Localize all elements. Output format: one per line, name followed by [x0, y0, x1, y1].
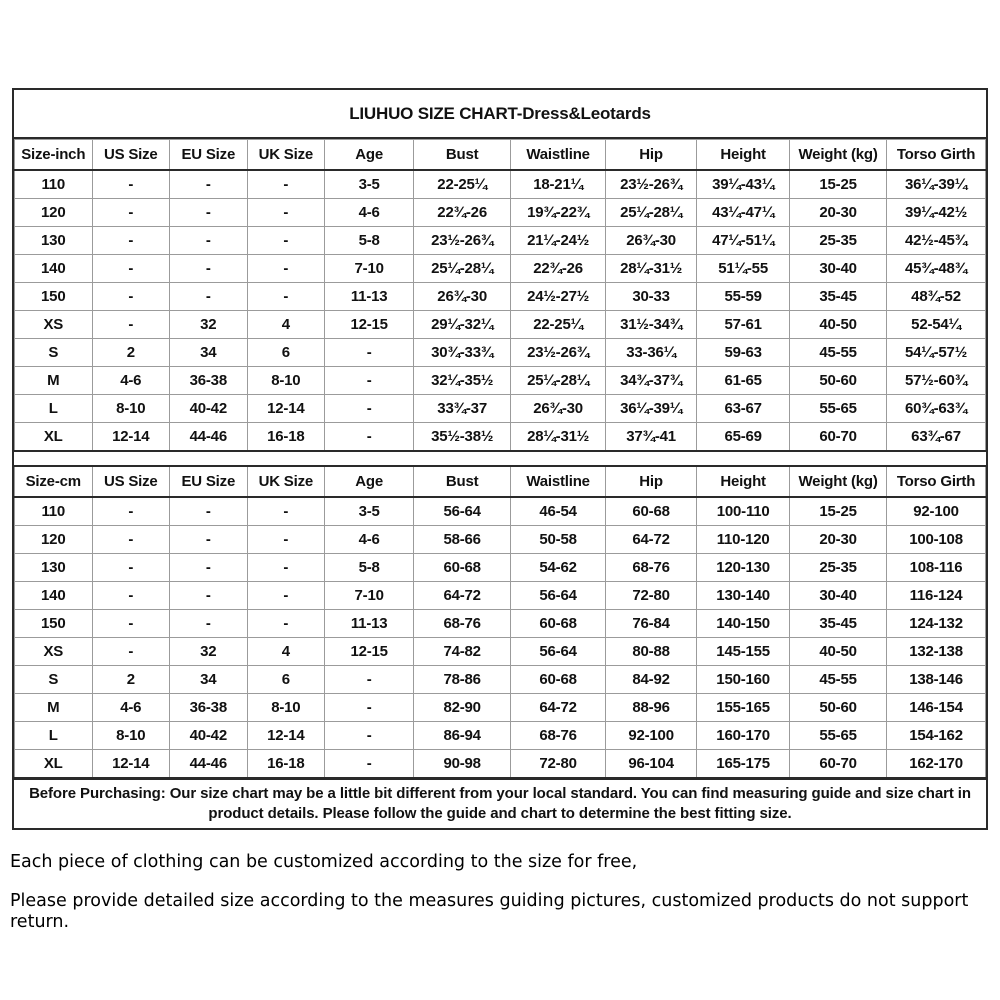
table-row [15, 666, 986, 694]
table-cell: 140 [15, 255, 93, 283]
table-cell: 45-55 [790, 666, 887, 694]
table-cell: 3-5 [325, 170, 414, 199]
table-cell: 40-50 [790, 311, 887, 339]
table-cell: XS [15, 638, 93, 666]
column-header: Torso Girth [887, 466, 986, 497]
table-cell: L [15, 395, 93, 423]
table-cell: 24½-27½ [511, 283, 606, 311]
table-gap [14, 452, 986, 465]
table-cell: 22¾-26 [511, 255, 606, 283]
table-cell: - [247, 554, 325, 582]
table-cell: 4-6 [92, 367, 170, 395]
table-cell: 40-42 [170, 395, 248, 423]
table-cell: 160-170 [697, 722, 790, 750]
column-header: UK Size [247, 466, 325, 497]
table-cell: - [170, 227, 248, 255]
table-cell: 4-6 [325, 199, 414, 227]
table-cell: 32¼-35½ [414, 367, 511, 395]
table-cell: 50-60 [790, 694, 887, 722]
table-cell: - [92, 170, 170, 199]
table-cell: 65-69 [697, 423, 790, 452]
table-cell: 51¼-55 [697, 255, 790, 283]
table-cell: 72-80 [606, 582, 697, 610]
table-row [15, 367, 986, 395]
table-cell: - [92, 582, 170, 610]
table-cell: - [247, 227, 325, 255]
column-header: Size-cm [15, 466, 93, 497]
table-cell: S [15, 666, 93, 694]
table-cell: 34¾-37¾ [606, 367, 697, 395]
table-cell: 110-120 [697, 526, 790, 554]
table-cell: - [170, 610, 248, 638]
table-cell: 165-175 [697, 750, 790, 779]
table-cell: - [325, 694, 414, 722]
table-cell: 25¼-28¼ [606, 199, 697, 227]
table-row [15, 395, 986, 423]
table-row [15, 227, 986, 255]
table-cell: - [247, 283, 325, 311]
table-cell: - [92, 227, 170, 255]
table-cell: 30-33 [606, 283, 697, 311]
table-cell: - [170, 526, 248, 554]
table-cell: 55-65 [790, 395, 887, 423]
table-cell: 74-82 [414, 638, 511, 666]
table-cell: 34 [170, 666, 248, 694]
table-cell: 120 [15, 526, 93, 554]
table-cell: 55-59 [697, 283, 790, 311]
table-cell: 110 [15, 170, 93, 199]
column-header: Weight (kg) [790, 140, 887, 171]
table-cell: - [92, 610, 170, 638]
table-cell: 57½-60¾ [887, 367, 986, 395]
table-cell: 61-65 [697, 367, 790, 395]
table-cell: 30¾-33¾ [414, 339, 511, 367]
table-cell: 25¼-28¼ [414, 255, 511, 283]
table-cell: 36-38 [170, 694, 248, 722]
table-cell: 154-162 [887, 722, 986, 750]
table-cell: 130 [15, 227, 93, 255]
table-cell: 16-18 [247, 750, 325, 779]
table-cell: - [92, 497, 170, 526]
table-cell: 132-138 [887, 638, 986, 666]
column-header: Age [325, 140, 414, 171]
table-cell: 30-40 [790, 255, 887, 283]
table-cell: 39¼-42½ [887, 199, 986, 227]
table-cell: 43¼-47¼ [697, 199, 790, 227]
table-cell: 130-140 [697, 582, 790, 610]
table-cell: - [92, 638, 170, 666]
table-cell: 120-130 [697, 554, 790, 582]
table-row [15, 255, 986, 283]
table-cell: - [247, 526, 325, 554]
table-cell: 63-67 [697, 395, 790, 423]
table-cell: 100-108 [887, 526, 986, 554]
table-cell: 45-55 [790, 339, 887, 367]
table-cell: - [247, 170, 325, 199]
table-cell: 60-68 [511, 610, 606, 638]
table-cell: 44-46 [170, 423, 248, 452]
table-cell: 32 [170, 638, 248, 666]
table-cell: 54¼-57½ [887, 339, 986, 367]
table-cell: - [92, 199, 170, 227]
table-cell: 5-8 [325, 227, 414, 255]
table-cell: - [325, 423, 414, 452]
table-cell: 162-170 [887, 750, 986, 779]
table-cell: 88-96 [606, 694, 697, 722]
table-cell: 36-38 [170, 367, 248, 395]
table-cell: - [325, 666, 414, 694]
table-cell: 150 [15, 283, 93, 311]
table-cell: 80-88 [606, 638, 697, 666]
size-table-cm [14, 465, 986, 779]
table-cell: M [15, 694, 93, 722]
table-cell: XS [15, 311, 93, 339]
table-row [15, 311, 986, 339]
table-cell: 47¼-51¼ [697, 227, 790, 255]
table-cell: 12-14 [247, 722, 325, 750]
table-cell: 2 [92, 339, 170, 367]
table-cell: 35-45 [790, 283, 887, 311]
table-cell: - [170, 497, 248, 526]
table-cell: - [247, 582, 325, 610]
table-cell: 34 [170, 339, 248, 367]
table-cell: 12-15 [325, 638, 414, 666]
table-cell: 155-165 [697, 694, 790, 722]
table-cell: 20-30 [790, 526, 887, 554]
customization-note: Each piece of clothing can be customized according to the size for free, [10, 852, 638, 872]
table-cell: 22-25¼ [414, 170, 511, 199]
table-cell: 26¾-30 [511, 395, 606, 423]
table-cell: 60-70 [790, 750, 887, 779]
table-cell: 64-72 [414, 582, 511, 610]
table-cell: 23½-26¾ [606, 170, 697, 199]
table-cell: 7-10 [325, 582, 414, 610]
table-cell: 22-25¼ [511, 311, 606, 339]
table-cell: 6 [247, 339, 325, 367]
column-header: Waistline [511, 140, 606, 171]
table-cell: - [325, 722, 414, 750]
table-row [15, 199, 986, 227]
table-cell: - [170, 582, 248, 610]
table-cell: - [325, 750, 414, 779]
table-cell: - [170, 283, 248, 311]
purchase-note: Before Purchasing: Our size chart may be a little bit different from your local standard. You can find measuring guide and size chart in product details. Please follow the guide and chart to determine the best fitting size. [14, 779, 986, 828]
table-cell: 25¼-28¼ [511, 367, 606, 395]
table-cell: 8-10 [92, 722, 170, 750]
table-cell: 5-8 [325, 554, 414, 582]
table-cell: 64-72 [606, 526, 697, 554]
table-cell: 58-66 [414, 526, 511, 554]
table-cell: 59-63 [697, 339, 790, 367]
table-cell: 60-70 [790, 423, 887, 452]
column-header: US Size [92, 140, 170, 171]
table-cell: - [247, 255, 325, 283]
column-header: Bust [414, 466, 511, 497]
column-header: Size-inch [15, 140, 93, 171]
table-cell: 18-21¼ [511, 170, 606, 199]
table-cell: 7-10 [325, 255, 414, 283]
column-header: Hip [606, 140, 697, 171]
table-cell: 15-25 [790, 170, 887, 199]
table-cell: 56-64 [511, 582, 606, 610]
table-cell: 100-110 [697, 497, 790, 526]
table-cell: 23½-26¾ [414, 227, 511, 255]
table-cell: 63¾-67 [887, 423, 986, 452]
table-cell: - [92, 255, 170, 283]
size-chart-panel [12, 88, 988, 830]
table-cell: 56-64 [414, 497, 511, 526]
table-cell: 12-14 [92, 750, 170, 779]
column-header: UK Size [247, 140, 325, 171]
table-row [15, 497, 986, 526]
table-cell: 60¾-63¾ [887, 395, 986, 423]
table-cell: 33-36¼ [606, 339, 697, 367]
table-cell: 76-84 [606, 610, 697, 638]
table-cell: 78-86 [414, 666, 511, 694]
table-cell: 26¾-30 [414, 283, 511, 311]
table-cell: - [92, 311, 170, 339]
table-cell: 26¾-30 [606, 227, 697, 255]
table-cell: 15-25 [790, 497, 887, 526]
header-row [15, 140, 986, 171]
table-cell: 60-68 [511, 666, 606, 694]
table-cell: 108-116 [887, 554, 986, 582]
table-cell: 57-61 [697, 311, 790, 339]
table-cell: 25-35 [790, 554, 887, 582]
table-cell: 50-58 [511, 526, 606, 554]
bottom-notes [10, 852, 995, 951]
column-header: Torso Girth [887, 140, 986, 171]
table-cell: 68-76 [606, 554, 697, 582]
header-row [15, 466, 986, 497]
table-row [15, 638, 986, 666]
column-header: Waistline [511, 466, 606, 497]
chart-title: LIUHUO SIZE CHART-Dress&Leotards [14, 90, 986, 139]
table-cell: 12-14 [247, 395, 325, 423]
table-cell: 3-5 [325, 497, 414, 526]
table-cell: 40-42 [170, 722, 248, 750]
table-cell: 4-6 [92, 694, 170, 722]
table-cell: - [247, 610, 325, 638]
table-row [15, 526, 986, 554]
table-row [15, 170, 986, 199]
table-row [15, 554, 986, 582]
size-table-inch [14, 139, 986, 452]
table-cell: 84-92 [606, 666, 697, 694]
table-row [15, 694, 986, 722]
column-header: Weight (kg) [790, 466, 887, 497]
table-cell: 60-68 [414, 554, 511, 582]
table-cell: 96-104 [606, 750, 697, 779]
table-cell: 19¾-22¾ [511, 199, 606, 227]
table-cell: 8-10 [247, 694, 325, 722]
table-cell: 92-100 [887, 497, 986, 526]
table-cell: 150 [15, 610, 93, 638]
table-cell: 56-64 [511, 638, 606, 666]
table-cell: - [325, 367, 414, 395]
table-cell: 22¾-26 [414, 199, 511, 227]
table-cell: 31½-34¾ [606, 311, 697, 339]
column-header: Height [697, 140, 790, 171]
table-cell: 4 [247, 638, 325, 666]
table-cell: 28¼-31½ [511, 423, 606, 452]
table-cell: 86-94 [414, 722, 511, 750]
table-cell: 140-150 [697, 610, 790, 638]
table-cell: 55-65 [790, 722, 887, 750]
column-header: Height [697, 466, 790, 497]
table-cell: 50-60 [790, 367, 887, 395]
table-cell: 68-76 [511, 722, 606, 750]
table-cell: 45¾-48¾ [887, 255, 986, 283]
table-cell: 72-80 [511, 750, 606, 779]
table-cell: 82-90 [414, 694, 511, 722]
table-cell: 11-13 [325, 610, 414, 638]
table-cell: - [170, 170, 248, 199]
table-cell: 146-154 [887, 694, 986, 722]
table-cell: 28¼-31½ [606, 255, 697, 283]
table-cell: 92-100 [606, 722, 697, 750]
table-cell: - [170, 554, 248, 582]
table-cell: 21¼-24½ [511, 227, 606, 255]
table-row [15, 283, 986, 311]
column-header: Hip [606, 466, 697, 497]
column-header: EU Size [170, 140, 248, 171]
table-cell: 12-14 [92, 423, 170, 452]
table-cell: 44-46 [170, 750, 248, 779]
table-cell: 11-13 [325, 283, 414, 311]
table-cell: 68-76 [414, 610, 511, 638]
table-cell: 40-50 [790, 638, 887, 666]
table-cell: 2 [92, 666, 170, 694]
table-row [15, 423, 986, 452]
table-cell: 29¼-32¼ [414, 311, 511, 339]
table-cell: 42½-45¾ [887, 227, 986, 255]
table-row [15, 750, 986, 779]
table-cell: - [92, 554, 170, 582]
table-cell: S [15, 339, 93, 367]
table-cell: 46-54 [511, 497, 606, 526]
table-cell: 110 [15, 497, 93, 526]
table-cell: XL [15, 423, 93, 452]
table-cell: L [15, 722, 93, 750]
table-cell: 36¼-39¼ [887, 170, 986, 199]
table-cell: 35-45 [790, 610, 887, 638]
table-cell: 145-155 [697, 638, 790, 666]
table-cell: 35½-38½ [414, 423, 511, 452]
column-header: Bust [414, 140, 511, 171]
table-cell: 130 [15, 554, 93, 582]
table-cell: 52-54¼ [887, 311, 986, 339]
table-cell: - [170, 255, 248, 283]
column-header: EU Size [170, 466, 248, 497]
table-cell: 120 [15, 199, 93, 227]
return-policy-note: Please provide detailed size according to the measures guiding pictures, customized products do not support return. [10, 891, 969, 932]
table-cell: 48¾-52 [887, 283, 986, 311]
table-row [15, 722, 986, 750]
table-cell: 4 [247, 311, 325, 339]
table-cell: 4-6 [325, 526, 414, 554]
table-cell: 54-62 [511, 554, 606, 582]
table-cell: - [92, 526, 170, 554]
table-cell: 64-72 [511, 694, 606, 722]
table-cell: 90-98 [414, 750, 511, 779]
table-cell: 116-124 [887, 582, 986, 610]
table-cell: 32 [170, 311, 248, 339]
table-cell: - [325, 339, 414, 367]
table-cell: 36¼-39¼ [606, 395, 697, 423]
table-cell: M [15, 367, 93, 395]
table-cell: - [247, 199, 325, 227]
table-row [15, 582, 986, 610]
table-cell: 60-68 [606, 497, 697, 526]
table-cell: 33¾-37 [414, 395, 511, 423]
table-cell: 124-132 [887, 610, 986, 638]
table-cell: - [170, 199, 248, 227]
table-row [15, 339, 986, 367]
table-cell: 6 [247, 666, 325, 694]
table-cell: 39¼-43¼ [697, 170, 790, 199]
table-cell: 138-146 [887, 666, 986, 694]
table-cell: 25-35 [790, 227, 887, 255]
table-cell: 140 [15, 582, 93, 610]
table-cell: 8-10 [247, 367, 325, 395]
table-cell: 20-30 [790, 199, 887, 227]
table-cell: 12-15 [325, 311, 414, 339]
table-cell: - [92, 283, 170, 311]
table-cell: XL [15, 750, 93, 779]
table-cell: 30-40 [790, 582, 887, 610]
table-row [15, 610, 986, 638]
column-header: Age [325, 466, 414, 497]
table-cell: 150-160 [697, 666, 790, 694]
table-cell: 8-10 [92, 395, 170, 423]
table-cell: 16-18 [247, 423, 325, 452]
table-cell: - [325, 395, 414, 423]
column-header: US Size [92, 466, 170, 497]
table-cell: 23½-26¾ [511, 339, 606, 367]
table-cell: - [247, 497, 325, 526]
table-cell: 37¾-41 [606, 423, 697, 452]
